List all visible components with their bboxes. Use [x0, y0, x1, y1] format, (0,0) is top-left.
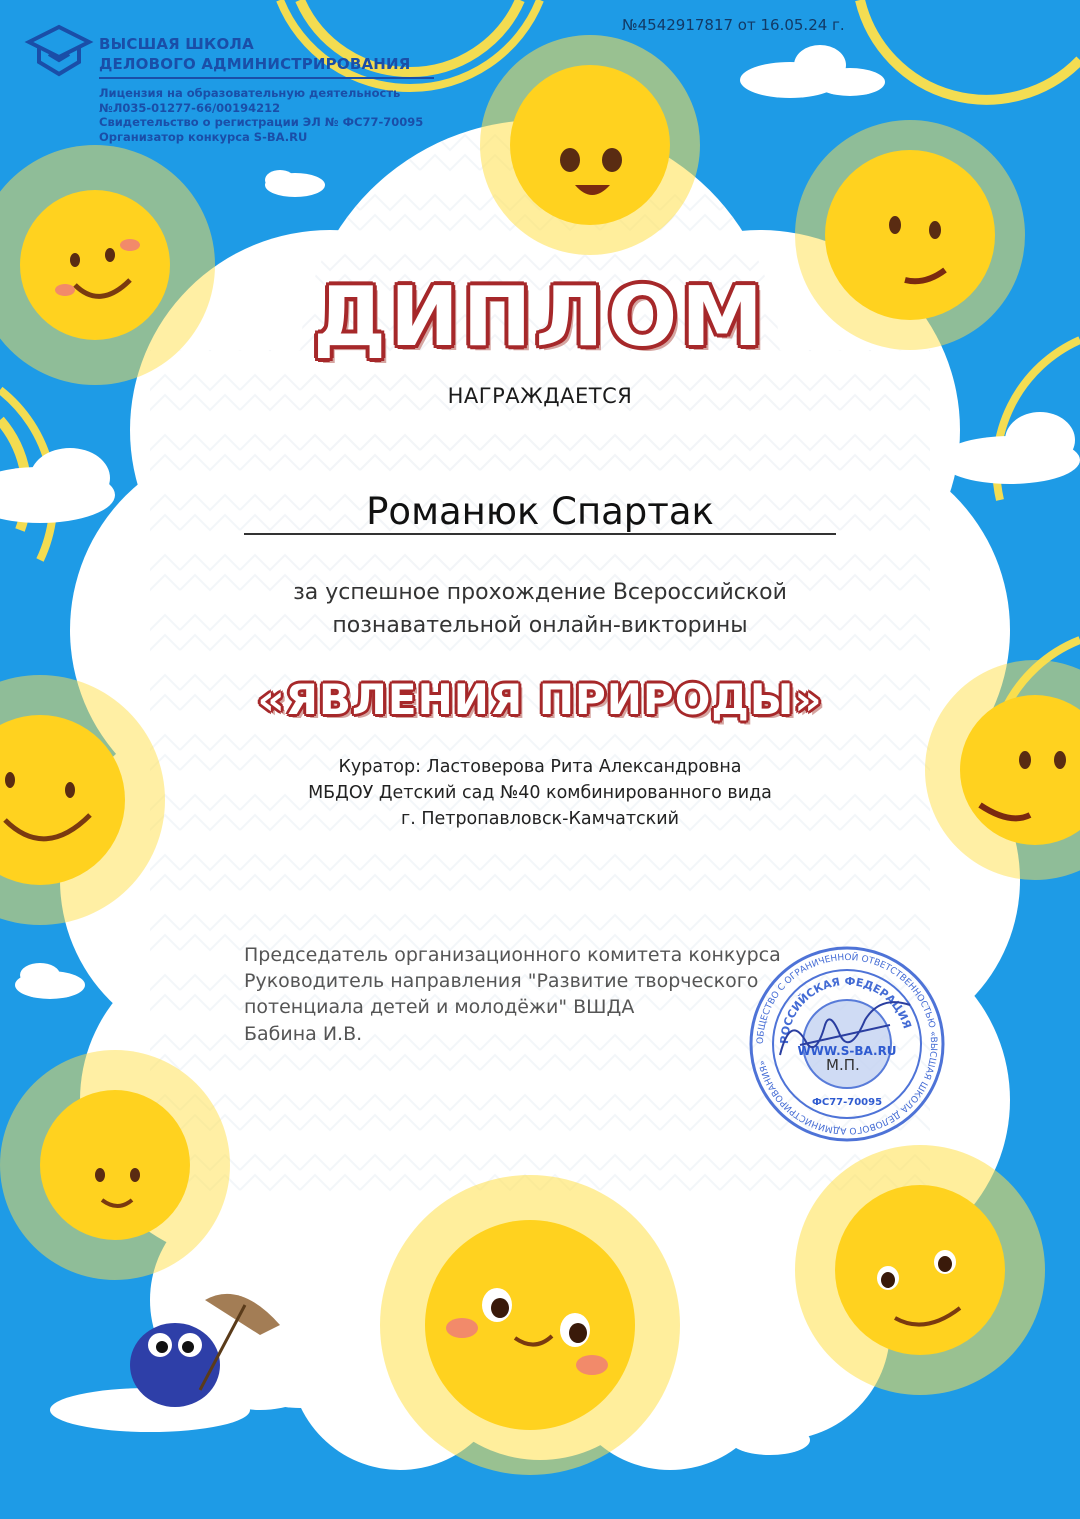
curator-name: Куратор: Ластоверова Рита Александровна	[338, 757, 742, 777]
signatory-position	[244, 942, 824, 1020]
curator-info	[0, 754, 1080, 832]
organization-name	[99, 34, 411, 74]
award-reason-line2: познавательной онлайн-викторины	[332, 613, 748, 638]
document-number: №4542917817 от 16.05.24 г.	[622, 16, 845, 34]
curator-city: г. Петропавловск-Камчатский	[401, 809, 679, 829]
recipient-underline	[244, 533, 836, 535]
signatory-line3: потенциала детей и молодёжи" ВШДА	[244, 996, 635, 1018]
sun-bottom-center	[380, 1175, 680, 1475]
signatory-name: Бабина И.В.	[244, 1023, 363, 1045]
graduation-cap-icon	[24, 22, 94, 80]
organizer-line: Организатор конкурса S-BA.RU	[99, 129, 308, 144]
award-label: НАГРАЖДАЕТСЯ	[447, 384, 633, 408]
signatory-line2: Руководитель направления "Развитие творческого	[244, 970, 759, 992]
award-reason	[0, 576, 1080, 642]
recipient-name: Романюк Спартак	[366, 490, 714, 533]
sun-top	[480, 35, 700, 255]
stamp-place-mark: М.П.	[826, 1056, 860, 1074]
registration-line: Свидетельство о регистрации ЭЛ № ФС77-70095	[99, 115, 424, 129]
sun-bottom-right	[795, 1145, 1045, 1395]
quiz-title: «ЯВЛЕНИЯ ПРИРОДЫ»	[257, 675, 823, 724]
diploma-title: ДИПЛОМ	[313, 270, 767, 365]
stamp-registration: ФС77-70095	[811, 1097, 883, 1108]
license-line: Лицензия на образовательную деятельность	[99, 86, 401, 100]
logo-divider	[99, 77, 434, 79]
stamp-center-text: WWW.S-BA.RU	[797, 1044, 897, 1058]
handwritten-signature	[770, 985, 920, 1075]
organization-name-line2: ДЕЛОВОГО АДМИНИСТРИРОВАНИЯ	[99, 55, 411, 73]
organization-name-line1: ВЫСШАЯ ШКОЛА	[99, 35, 254, 53]
curator-institution: МБДОУ Детский сад №40 комбинированного вида	[308, 783, 772, 803]
license-number: №Л035-01277-66/00194212	[99, 100, 281, 115]
stamp-ring-text: ОБЩЕСТВО С ОГРАНИЧЕННОЙ ОТВЕТСТВЕННОСТЬЮ «ВЫСШАЯ ШКОЛА ДЕЛОВОГО АДМИНИСТРИРОВАНИЯ»	[755, 952, 939, 1136]
signatory-line1: Председатель организационного комитета конкурса	[244, 944, 781, 966]
license-info	[99, 86, 423, 144]
stamp-inner-text: РОССИЙСКАЯ ФЕДЕРАЦИЯ	[777, 974, 914, 1045]
award-reason-line1: за успешное прохождение Всероссийской	[293, 580, 787, 605]
sun-bottom-left	[0, 1050, 230, 1280]
